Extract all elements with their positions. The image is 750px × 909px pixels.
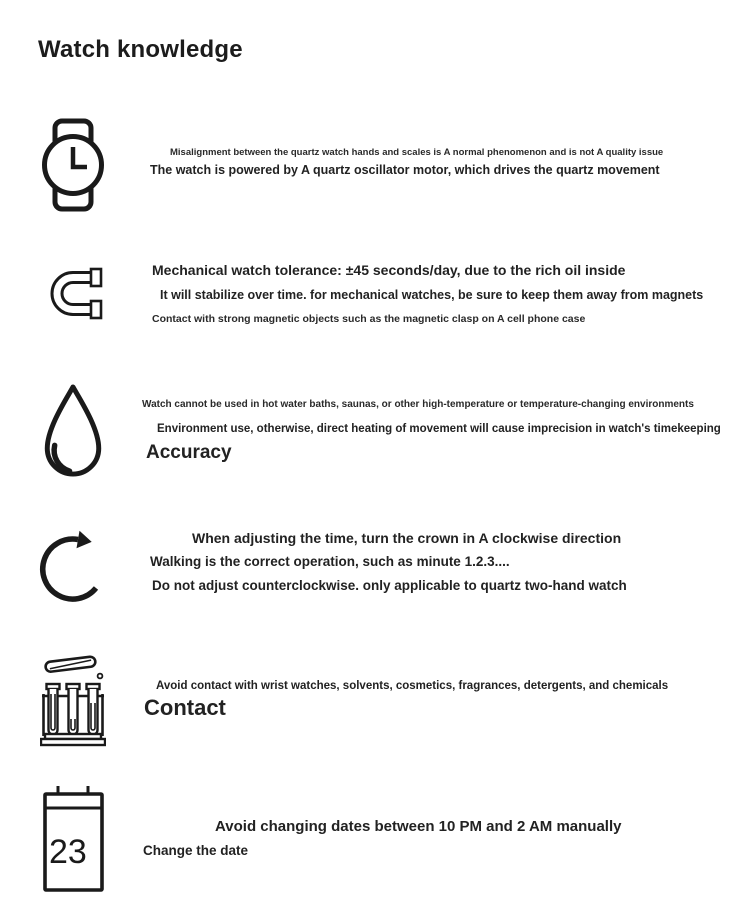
water-drop-icon	[40, 382, 106, 479]
watch-section-note: Misalignment between the quartz watch hands and scales is A normal phenomenon and is not A quality issue	[170, 147, 664, 158]
page-title: Watch knowledge	[38, 36, 243, 63]
accuracy-heading: Accuracy	[146, 442, 232, 463]
accuracy-section-subline: Environment use, otherwise, direct heating of movement will cause imprecision in watch's timekeeping	[157, 423, 721, 435]
magnet-icon	[43, 266, 105, 321]
clockwise-arrow-icon	[37, 527, 107, 607]
crown-section-line-2: Walking is the correct operation, such as minute 1.2.3....	[150, 554, 510, 569]
contact-section-note: Avoid contact with wrist watches, solvents, cosmetics, fragrances, detergents, and chemicals	[156, 680, 669, 692]
magnet-section-subline: It will stabilize over time. for mechanical watches, be sure to keep them away from magnets	[160, 288, 704, 302]
magnet-section-headline: Mechanical watch tolerance: ±45 seconds/day, due to the rich oil inside	[152, 262, 626, 278]
test-tubes-icon	[40, 646, 106, 748]
watch-section-headline: The watch is powered by A quartz oscillator motor, which drives the quartz movement	[150, 163, 660, 177]
date-section-subline: Change the date	[143, 843, 249, 858]
watch-icon	[42, 118, 104, 212]
calendar-icon	[43, 786, 104, 893]
date-section-headline: Avoid changing dates between 10 PM and 2 AM manually	[215, 818, 622, 835]
magnet-section-note: Contact with strong magnetic objects such as the magnetic clasp on A cell phone case	[152, 313, 586, 325]
accuracy-section-note: Watch cannot be used in hot water baths, saunas, or other high-temperature or temperature-changing environments	[142, 399, 694, 410]
calendar-day-number: 23	[49, 833, 87, 871]
crown-section-headline: When adjusting the time, turn the crown in A clockwise direction	[192, 530, 622, 546]
crown-section-line-3: Do not adjust counterclockwise. only applicable to quartz two-hand watch	[152, 578, 627, 593]
contact-heading: Contact	[144, 695, 226, 720]
